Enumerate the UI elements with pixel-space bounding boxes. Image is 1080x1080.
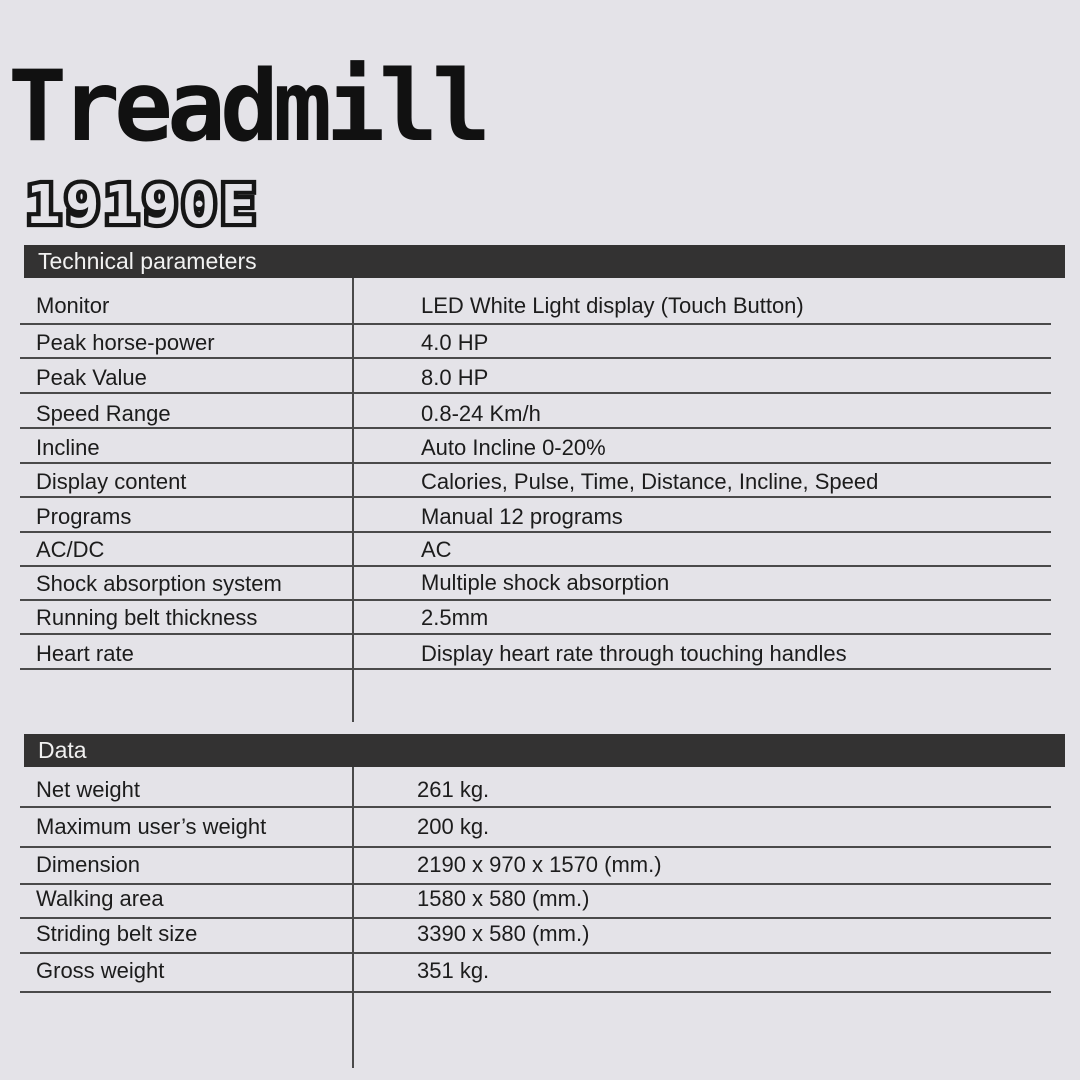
row-value: 351 kg. bbox=[417, 958, 490, 983]
row-label: Speed Range bbox=[36, 401, 171, 426]
row-label: Incline bbox=[36, 435, 100, 460]
row-label: Maximum user’s weight bbox=[36, 814, 267, 839]
row-label: Gross weight bbox=[36, 958, 165, 983]
row-divider bbox=[20, 917, 1051, 919]
row-label: Peak horse-power bbox=[36, 330, 215, 355]
row-label: Peak Value bbox=[36, 365, 147, 390]
row-label: Display content bbox=[36, 469, 187, 494]
technical-column-divider bbox=[352, 278, 354, 722]
row-label: AC/DC bbox=[36, 537, 105, 562]
row-value: Manual 12 programs bbox=[421, 504, 623, 529]
model-number: 19190E bbox=[26, 173, 260, 236]
row-divider bbox=[20, 952, 1051, 954]
page-title: Treadmill bbox=[8, 50, 486, 164]
row-label: Striding belt size bbox=[36, 921, 198, 946]
row-divider bbox=[20, 668, 1051, 670]
row-divider bbox=[20, 991, 1051, 993]
row-divider bbox=[20, 427, 1051, 429]
row-divider bbox=[20, 846, 1051, 848]
row-value: 3390 x 580 (mm.) bbox=[417, 921, 590, 946]
row-label: Dimension bbox=[36, 852, 140, 877]
row-label: Programs bbox=[36, 504, 132, 529]
row-value: LED White Light display (Touch Button) bbox=[421, 293, 804, 318]
row-value: Auto Incline 0-20% bbox=[421, 435, 606, 460]
row-value: 2190 x 970 x 1570 (mm.) bbox=[417, 852, 662, 877]
row-value: 4.0 HP bbox=[421, 330, 489, 355]
row-value: 8.0 HP bbox=[421, 365, 489, 390]
row-divider bbox=[20, 462, 1051, 464]
row-value: 200 kg. bbox=[417, 814, 490, 839]
row-value: 1580 x 580 (mm.) bbox=[417, 886, 590, 911]
row-label: Running belt thickness bbox=[36, 605, 258, 630]
row-divider bbox=[20, 531, 1051, 533]
row-value: 261 kg. bbox=[417, 777, 490, 802]
row-label: Shock absorption system bbox=[36, 571, 282, 596]
row-value: Multiple shock absorption bbox=[421, 570, 670, 595]
row-divider bbox=[20, 496, 1051, 498]
row-value: 2.5mm bbox=[421, 605, 489, 630]
technical-parameters-header: Technical parameters bbox=[24, 245, 1065, 278]
row-divider bbox=[20, 357, 1051, 359]
row-divider bbox=[20, 599, 1051, 601]
row-label: Net weight bbox=[36, 777, 140, 802]
row-label: Walking area bbox=[36, 886, 164, 911]
row-value: AC bbox=[421, 537, 452, 562]
row-divider bbox=[20, 883, 1051, 885]
row-value: 0.8-24 Km/h bbox=[421, 401, 541, 426]
row-label: Heart rate bbox=[36, 641, 134, 666]
row-divider bbox=[20, 806, 1051, 808]
row-divider bbox=[20, 633, 1051, 635]
row-divider bbox=[20, 565, 1051, 567]
row-value: Display heart rate through touching handles bbox=[421, 641, 847, 666]
row-divider bbox=[20, 392, 1051, 394]
row-label: Monitor bbox=[36, 293, 110, 318]
data-section-header: Data bbox=[24, 734, 1065, 767]
row-value: Calories, Pulse, Time, Distance, Incline, Speed bbox=[421, 469, 879, 494]
row-divider bbox=[20, 323, 1051, 325]
